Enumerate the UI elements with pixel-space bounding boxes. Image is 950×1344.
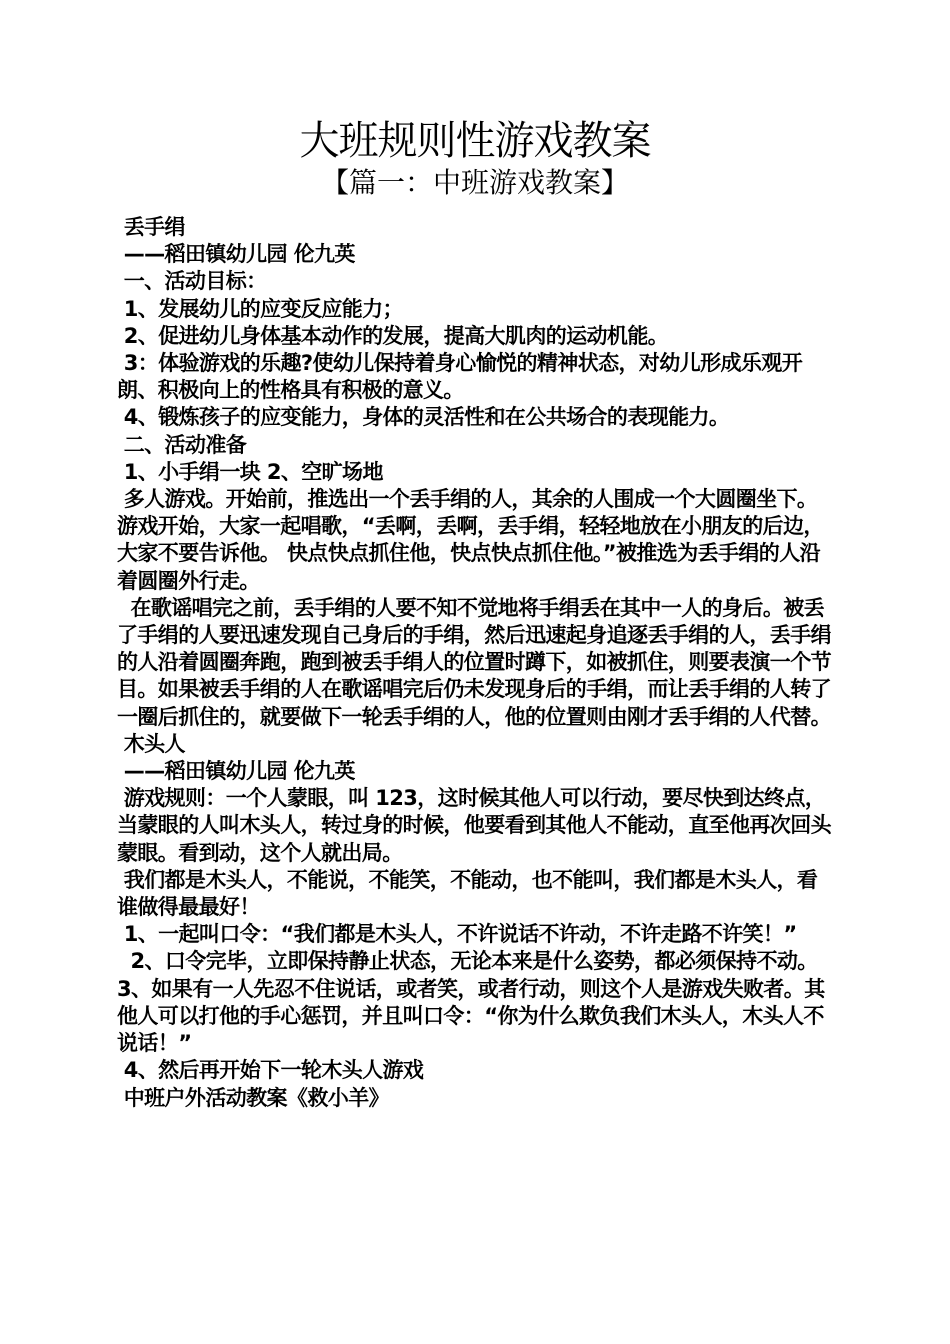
paragraph-goal-4: 4、锻炼孩子的应变能力，身体的灵活性和在公共场合的表现能力。 <box>117 405 730 430</box>
paragraph-author-1: ——稻田镇幼儿园 伦九英 <box>117 242 355 267</box>
paragraph-chant: 我们都是木头人，不能说，不能笑，不能动，也不能叫，我们都是木头人，看谁做得最最好！ <box>117 867 818 920</box>
paragraph-goal-2: 2、促进幼儿身体基本动作的发展，提高大肌肉的运动机能。 <box>117 323 669 348</box>
paragraph-game-title-2: 木头人 <box>117 731 185 756</box>
paragraph-step-1: 1、一起叫口令：“我们都是木头人，不许说话不许动，不许走路不许笑！” <box>117 922 797 947</box>
paragraph-goal-3: 3：体验游戏的乐趣?使幼儿保持着身心愉悦的精神状态，对幼儿形成乐观开朗、积极向上的性格具有积极的意义。 <box>117 351 803 403</box>
paragraph-heading-goals: 一、活动目标： <box>117 269 267 294</box>
paragraph-game-title-1: 丢手绢 <box>117 215 185 239</box>
paragraph-preparation-items: 1、小手绢一块 2、空旷场地 <box>117 459 383 484</box>
paragraph-game-rules-1: 在歌谣唱完之前，丢手绢的人要不知不觉地将手绢丢在其中一人的身后。被丢了手绢的人要迅速发现自己身后的手绢，然后迅速起身追逐丢手绢的人，丢手绢的人沿着圆圈奔跑，跑到被丢手绢人的位置时蹲下，如被抓住，则要表演一个节目。如果被丢手绢的人在歌谣唱完后仍未发现身后的手绢，而让丢手绢的人转了一圈后抓住的，就要做下一轮丢手绢的人，他的位置则由刚才丢手绢的人代替。 <box>117 595 831 729</box>
paragraph-goal-1: 1、发展幼儿的应变反应能力； <box>117 296 403 321</box>
document-title: 大班规则性游戏教案 <box>299 118 651 164</box>
paragraph-step-2: 2、口令完毕，立即保持静止状态，无论本来是什么姿势，都必须保持不动。 <box>117 949 818 974</box>
paragraph-step-4: 4、然后再开始下一轮木头人游戏 <box>117 1058 424 1083</box>
paragraph-next-lesson-title: 中班户外活动教案《救小羊》 <box>117 1085 389 1110</box>
paragraph-heading-preparation: 二、活动准备 <box>117 432 247 457</box>
document-subtitle: 【篇一：中班游戏教案】 <box>320 166 629 199</box>
paragraph-author-2: ——稻田镇幼儿园 伦九英 <box>117 759 355 784</box>
paragraph-step-3: 3、如果有一人先忍不住说话，或者笑，或者行动，则这个人是游戏失败者。其他人可以打他的手心惩罚，并且叫口令：“你为什么欺负我们木头人，木头人不说话！” <box>117 976 825 1056</box>
paragraph-game-rules-2: 游戏规则：一个人蒙眼，叫 123，这时候其他人可以行动，要尽快到达终点，当蒙眼的人叫木头人，转过身的时候，他要看到其他人不能动，直至他再次回头蒙眼。看到动，这个人就出局。 <box>117 786 831 865</box>
document-body <box>117 214 837 1112</box>
paragraph-game-intro-1: 多人游戏。开始前，推选出一个丢手绢的人，其余的人围成一个大圆圈坐下。游戏开始，大家一起唱歌，“丢啊，丢啊，丢手绢，轻轻地放在小朋友的后边，大家不要告诉他。 快点快点抓住他，快点快点抓住他。”被推选为丢手绢的人沿着圆圈外行走。 <box>117 487 824 593</box>
